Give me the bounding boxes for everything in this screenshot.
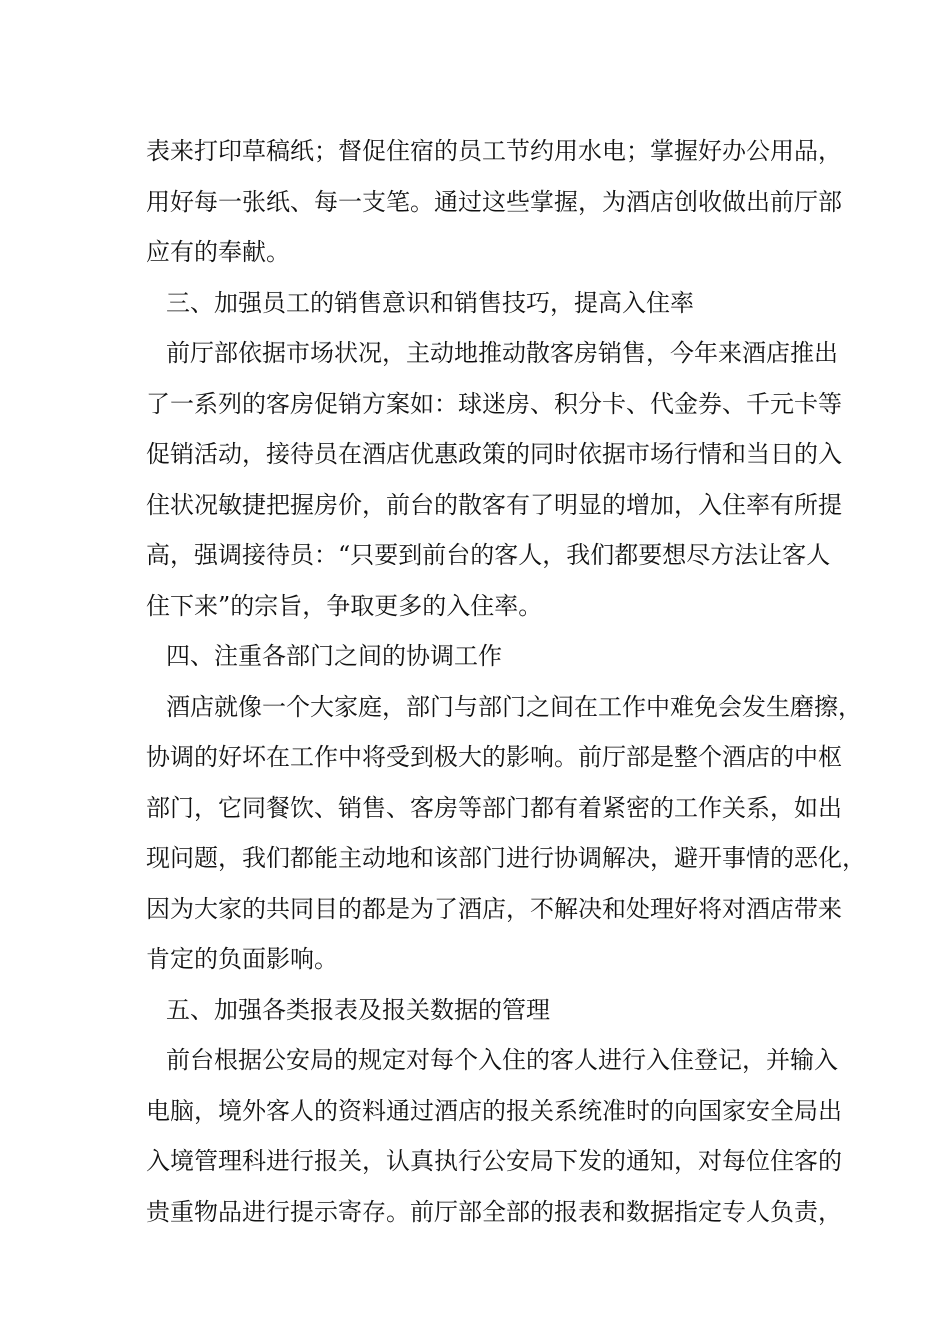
text-line: 酒店就像一个大家庭，部门与部门之间在工作中难免会发生磨擦， xyxy=(166,692,862,721)
text-line: 促销活动，接待员在酒店优惠政策的同时依据市场行情和当日的入 xyxy=(146,440,842,468)
text-line: 了一系列的客房促销方案如：球迷房、积分卡、代金券、千元卡等 xyxy=(146,389,842,418)
text-line: 入境管理科进行报关，认真执行公安局下发的通知，对每位住客的 xyxy=(146,1147,842,1175)
text-line: 部门，它同餐饮、销售、客房等部门都有着紧密的工作关系，如出 xyxy=(146,793,842,822)
text-line: 前台根据公安局的规定对每个入住的客人进行入住登记，并输入 xyxy=(166,1046,838,1074)
text-line: 住状况敏捷把握房价，前台的散客有了明显的增加，入住率有所提 xyxy=(146,490,842,519)
text-line: 表来打印草稿纸；督促住宿的员工节约用水电；掌握好办公用品， xyxy=(146,137,842,165)
text-line: 用好每一张纸、每一支笔。通过这些掌握，为酒店创收做出前厅部 xyxy=(146,187,842,216)
text-line: 高，强调接待员：“只要到前台的客人，我们都要想尽方法让客人 xyxy=(146,541,831,569)
text-line: 贵重物品进行提示寄存。前厅部全部的报表和数据指定专人负责， xyxy=(146,1197,842,1226)
text-line: 协调的好坏在工作中将受到极大的影响。前厅部是整个酒店的中枢 xyxy=(146,743,842,771)
text-line: 肯定的负面影响。 xyxy=(146,945,338,973)
text-line: 电脑，境外客人的资料通过酒店的报关系统准时的向国家安全局出 xyxy=(146,1096,842,1125)
text-line: 四、注重各部门之间的协调工作 xyxy=(166,642,502,670)
text-line: 因为大家的共同目的都是为了酒店，不解决和处理好将对酒店带来 xyxy=(146,894,842,923)
text-line: 现问题，我们都能主动地和该部门进行协调解决，避开事情的恶化， xyxy=(146,844,866,872)
text-line: 应有的奉献。 xyxy=(146,238,290,266)
text-line: 三、加强员工的销售意识和销售技巧，提高入住率 xyxy=(166,288,694,317)
text-line: 五、加强各类报表及报关数据的管理 xyxy=(166,995,550,1024)
document-body xyxy=(146,126,866,1237)
text-line: 住下来”的宗旨，争取更多的入住率。 xyxy=(146,591,543,620)
text-line: 前厅部依据市场状况，主动地推动散客房销售，今年来酒店推出 xyxy=(166,339,838,367)
